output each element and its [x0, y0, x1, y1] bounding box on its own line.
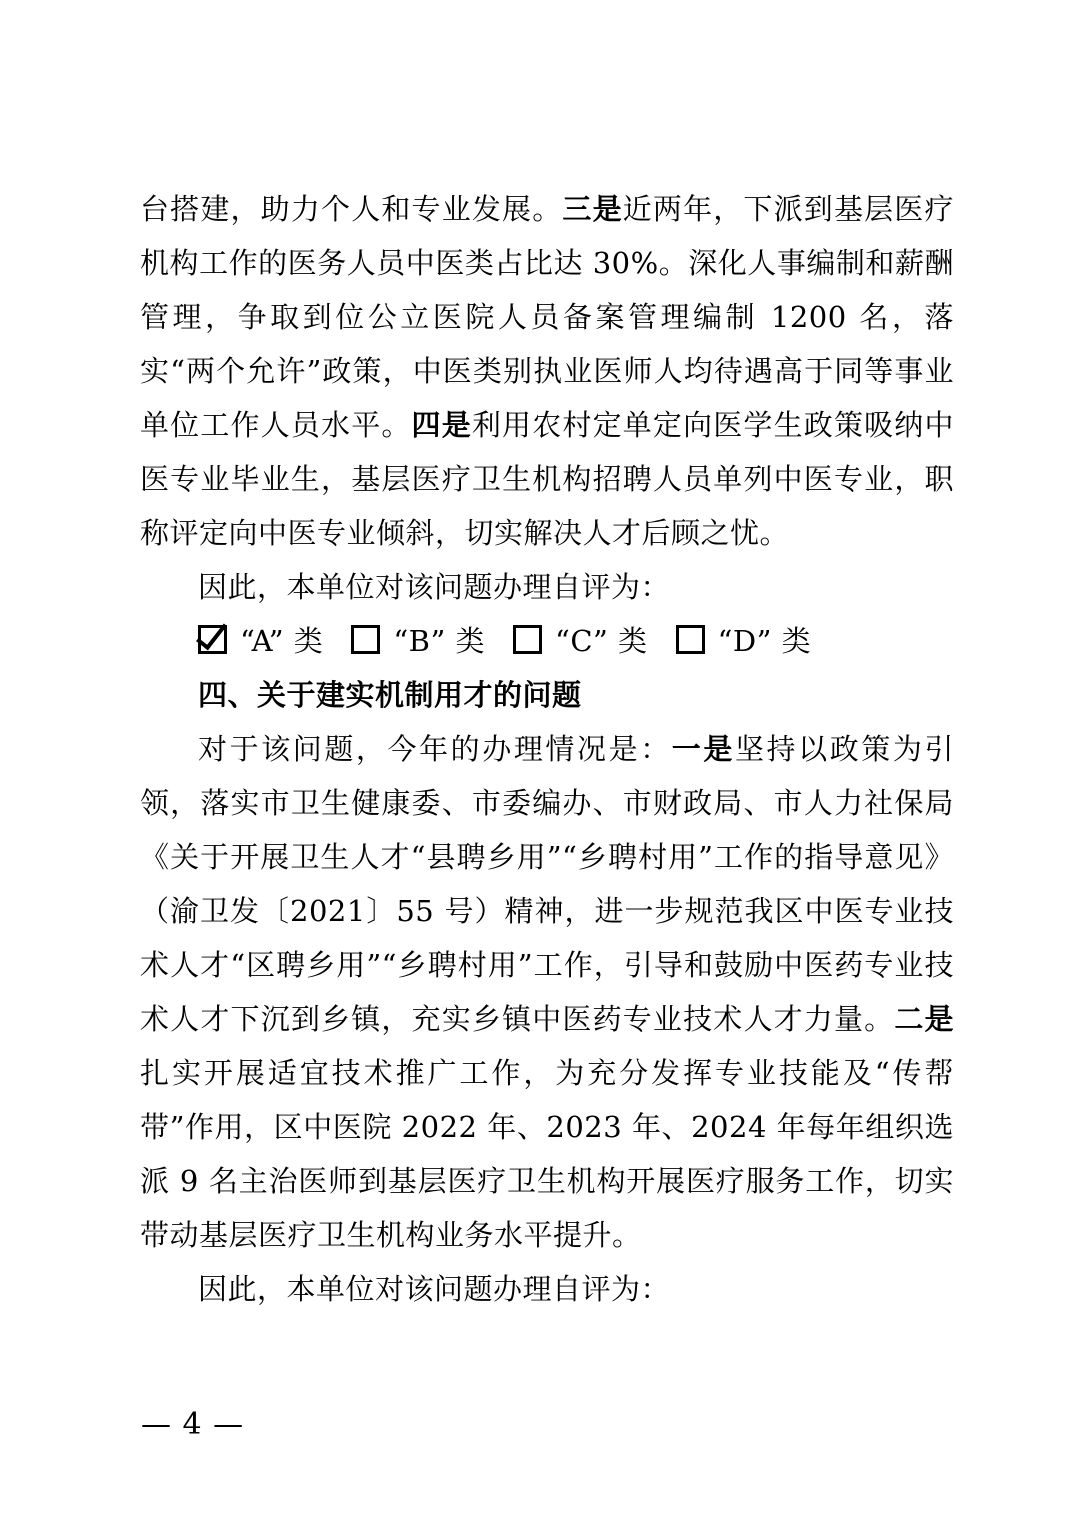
rating-option — [676, 614, 812, 668]
text-run: 近两年，下派到基层医疗机构工作的医务人员中医类占比达 30%。深化人事编制和薪酬管理，争取到位公立医院人员备案管理编制 1200 名，落实“两个允许”政策，中医类别执业医师人均待遇高于同等事业单位工作人员水平。 — [140, 192, 954, 442]
paragraph — [140, 182, 954, 560]
text-run: 因此，本单位对该问题办理自评为： — [198, 1272, 671, 1306]
page-number: — 4 — — [141, 1407, 245, 1442]
rating-option — [351, 614, 485, 668]
checkbox-checked-icon — [198, 625, 227, 654]
emphasis-run: 四、关于建实机制用才的问题 — [198, 678, 582, 712]
emphasis-run: 三是 — [562, 192, 623, 226]
text-run: 因此，本单位对该问题办理自评为： — [198, 570, 671, 604]
paragraph — [140, 560, 954, 614]
emphasis-run: 一是 — [671, 732, 735, 766]
rating-option-label: “B” 类 — [393, 624, 485, 658]
emphasis-run: 四是 — [411, 408, 472, 442]
emphasis-run: 二是 — [894, 1002, 954, 1036]
page-footer — [141, 1398, 244, 1452]
section-heading — [140, 668, 954, 722]
checkbox-unchecked-icon — [351, 625, 380, 654]
rating-option-label: “D” 类 — [717, 624, 812, 658]
paragraph — [140, 1262, 954, 1316]
rating-option-label: “A” 类 — [240, 624, 324, 658]
checkbox-unchecked-icon — [676, 625, 705, 654]
rating-option — [513, 614, 648, 668]
text-run: 利用农村定单定向医学生政策吸纳中医专业毕业生，基层医疗卫生机构招聘人员单列中医专业，职称评定向中医专业倾斜，切实解决人才后顾之忧。 — [140, 408, 954, 550]
checkbox-unchecked-icon — [513, 625, 542, 654]
rating-option-label: “C” 类 — [555, 624, 648, 658]
text-run: 对于该问题，今年的办理情况是： — [198, 732, 672, 766]
rating-checkbox-row — [140, 614, 954, 668]
paragraph — [140, 722, 954, 1262]
rating-option — [198, 614, 323, 668]
text-run: 台搭建，助力个人和专业发展。 — [140, 192, 563, 226]
text-run: 坚持以政策为引领，落实市卫生健康委、市委编办、市财政局、市人力社保局《关于开展卫生人才“县聘乡用”“乡聘村用”工作的指导意见》（渝卫发〔2021〕55 号）精神，进一步规范我区中医专业技术人才“区聘乡用”“乡聘村用”工作，引导和鼓励中医药专业技术人才下沉到乡镇，充实乡镇中医药专业技术人才力量。 — [140, 732, 954, 1036]
document-body — [140, 182, 954, 1316]
text-run: 扎实开展适宜技术推广工作，为充分发挥专业技能及“传帮带”作用，区中医院 2022 年、2023 年、2024 年每年组织选派 9 名主治医师到基层医疗卫生机构开展医疗服务工作，切实带动基层医疗卫生机构业务水平提升。 — [140, 1056, 954, 1252]
